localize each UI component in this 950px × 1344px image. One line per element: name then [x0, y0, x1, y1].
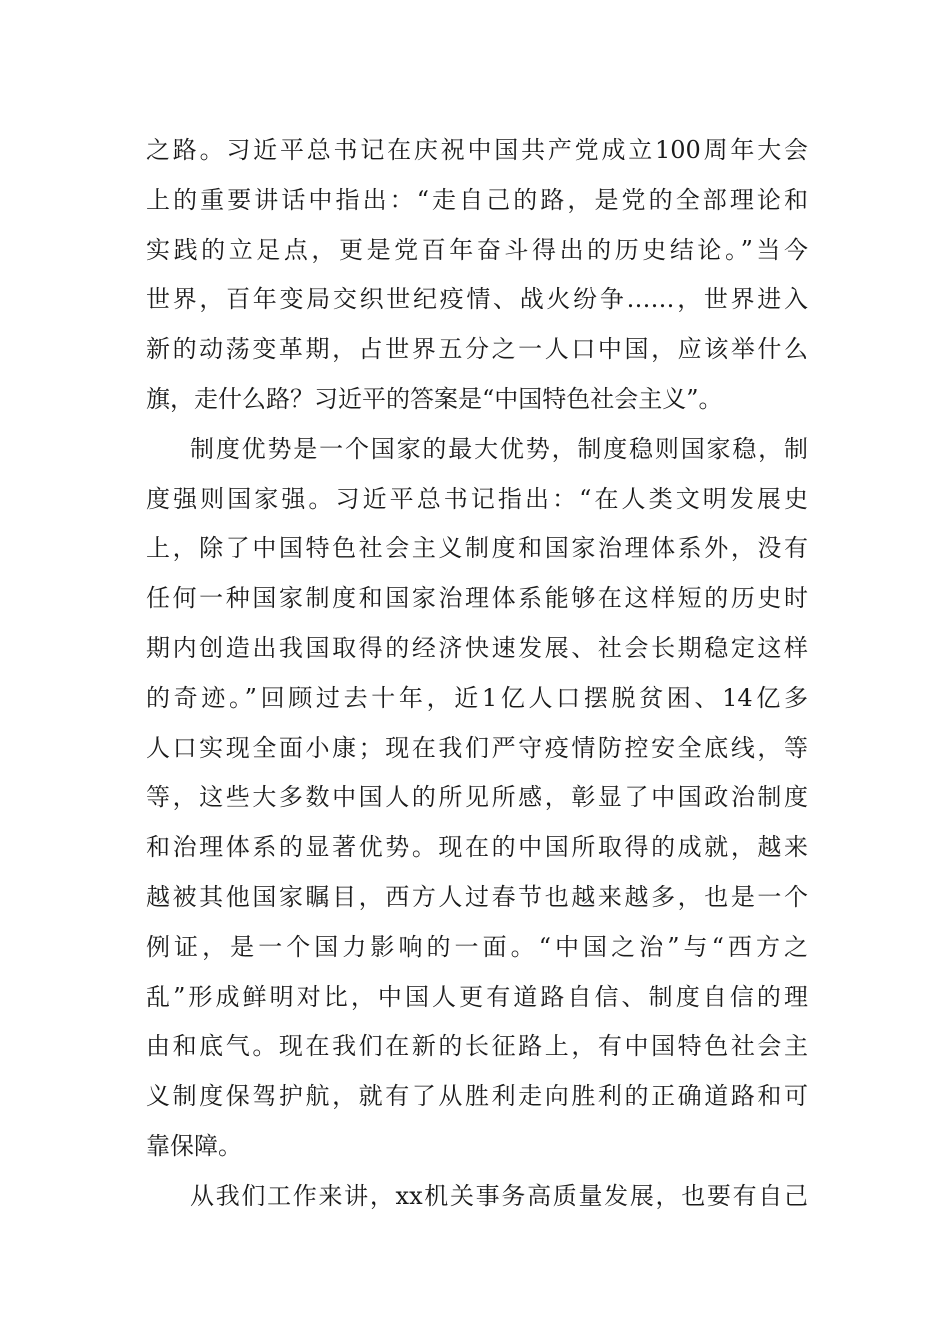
text-line: 由和底气。现在我们在新的长征路上，有中国特色社会主 — [146, 1032, 808, 1061]
text-line: 和治理体系的显著优势。现在的中国所取得的成就，越来 — [146, 833, 808, 862]
text-line: 越被其他国家瞩目，西方人过春节也越来越多，也是一个 — [146, 882, 808, 911]
text-line: 任何一种国家制度和国家治理体系能够在这样短的历史时 — [146, 584, 808, 613]
text-line: 旗，走什么路？习近平的答案是“中国特色社会主义”。 — [146, 384, 723, 413]
text-line: 的奇迹。”回顾过去十年，近1亿人口摆脱贫困、14亿多 — [146, 683, 808, 712]
text-line: 靠保障。 — [146, 1131, 242, 1160]
paragraph — [146, 425, 808, 1172]
text-line: 等，这些大多数中国人的所见所感，彰显了中国政治制度 — [146, 783, 808, 812]
text-line: 新的动荡变革期，占世界五分之一人口中国，应该举什么 — [146, 335, 808, 364]
text-line: 例证，是一个国力影响的一面。“中国之治”与“西方之 — [146, 932, 808, 961]
paragraph — [146, 1172, 808, 1222]
text-line: 之路。习近平总书记在庆祝中国共产党成立100周年大会 — [146, 136, 808, 164]
text-line: 度强则国家强。习近平总书记指出：“在人类文明发展史 — [146, 484, 808, 513]
text-line: 上，除了中国特色社会主义制度和国家治理体系外，没有 — [146, 534, 808, 563]
text-line: 乱”形成鲜明对比，中国人更有道路自信、制度自信的理 — [146, 982, 808, 1011]
paragraph — [146, 126, 808, 425]
text-line: 实践的立足点，更是党百年奋斗得出的历史结论。”当今 — [146, 235, 808, 264]
text-line: 人口实现全面小康；现在我们严守疫情防控安全底线，等 — [146, 733, 808, 762]
text-line: 世界，百年变局交织世纪疫情、战火纷争……，世界进入 — [146, 285, 808, 314]
text-line: 期内创造出我国取得的经济快速发展、社会长期稳定这样 — [146, 633, 808, 662]
text-line: 上的重要讲话中指出：“走自己的路，是党的全部理论和 — [146, 185, 808, 214]
body-text — [146, 126, 808, 1222]
text-line: 义制度保驾护航，就有了从胜利走向胜利的正确道路和可 — [146, 1082, 808, 1111]
text-line: 从我们工作来讲，xx机关事务高质量发展，也要有自己 — [190, 1181, 808, 1210]
text-line: 制度优势是一个国家的最大优势，制度稳则国家稳，制 — [190, 434, 808, 463]
